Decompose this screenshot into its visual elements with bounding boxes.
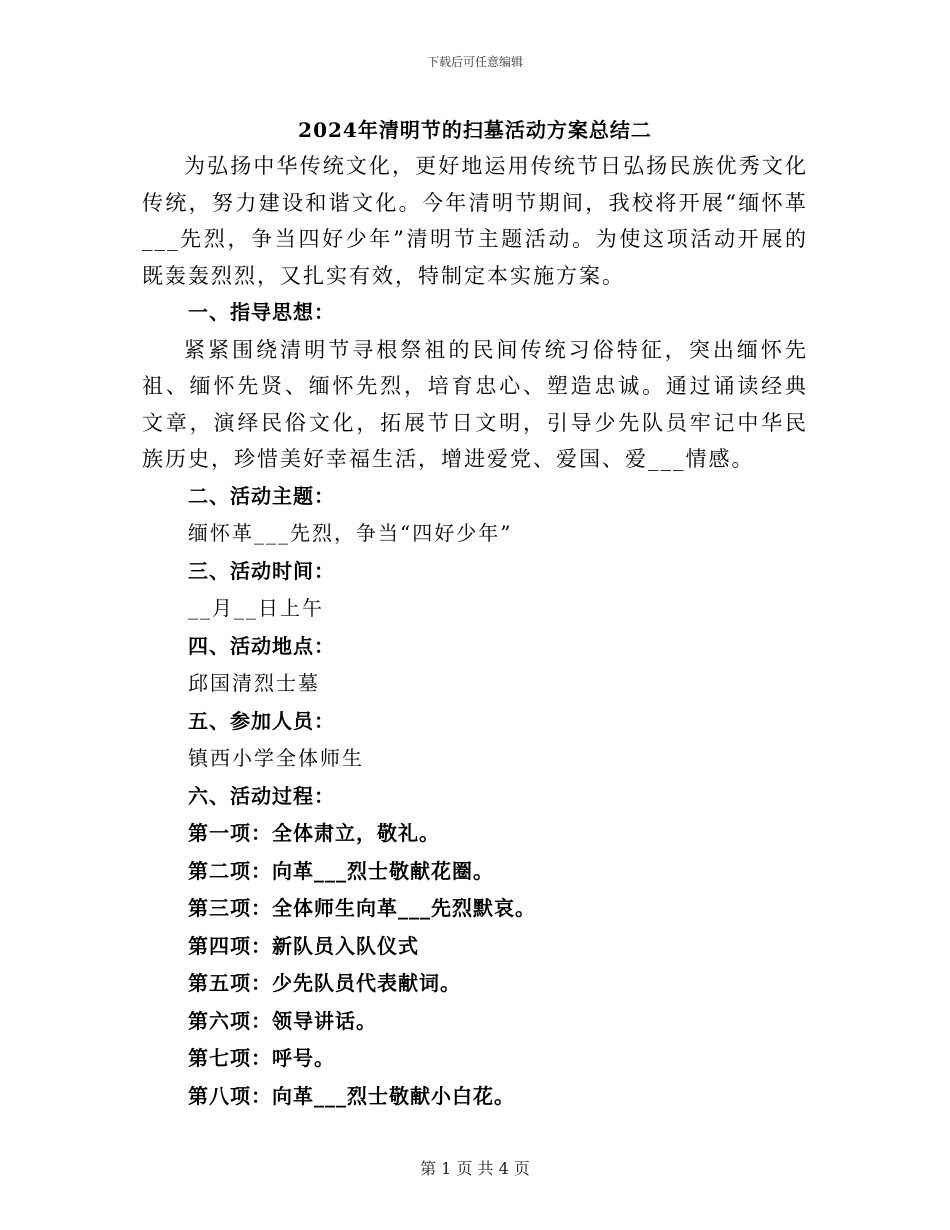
process-step: 第五项：少先队员代表献词。 xyxy=(188,971,461,995)
page-header-note: 下载后可任意编辑 xyxy=(426,55,523,69)
page-number-footer: 第 1 页 共 4 页 xyxy=(420,1159,530,1178)
document-title: 2024年清明节的扫墓活动方案总结二 xyxy=(298,118,652,142)
process-step: 第一项：全体肃立，敬礼。 xyxy=(188,821,440,845)
section-heading-process: 六、活动过程： xyxy=(188,783,335,808)
section-heading-guiding-ideology: 一、指导思想： xyxy=(188,300,335,324)
guiding-ideology-paragraph: 紧紧围绕清明节寻根祭祖的民间传统习俗特征，突出缅怀先祖、缅怀先贤、缅怀先烈，培育忠心、塑造忠诚。通过诵读经典文章，演绎民俗文化，拓展节日文明，引导少先队员牢记中华民族历史，珍惜美好幸福生活，增进爱党、爱国、爱___情感。 xyxy=(142,337,808,471)
process-step: 第七项：呼号。 xyxy=(188,1046,335,1070)
process-step: 第八项：向革___烈士敬献小白花。 xyxy=(188,1083,515,1108)
process-step: 第六项：领导讲话。 xyxy=(188,1008,377,1033)
section-heading-time: 三、活动时间： xyxy=(188,558,335,583)
process-step: 第三项：全体师生向革___先烈默哀。 xyxy=(188,896,536,920)
time-text: __月__日上午 xyxy=(188,596,324,620)
section-heading-theme: 二、活动主题： xyxy=(188,483,335,508)
process-step: 第二项：向革___烈士敬献花圈。 xyxy=(188,858,494,883)
theme-text: 缅怀革___先烈，争当“四好少年” xyxy=(188,521,513,545)
document-body xyxy=(142,148,808,1115)
intro-paragraph: 为弘扬中华传统文化，更好地运用传统节日弘扬民族优秀文化传统，努力建设和谐文化。今年清明节期间，我校将开展“缅怀革___先烈，争当四好少年”清明节主题活动。为使这项活动开展的既轰轰烈烈，又扎实有效，特制定本实施方案。 xyxy=(142,154,808,288)
section-heading-location: 四、活动地点： xyxy=(188,633,335,658)
participants-text: 镇西小学全体师生 xyxy=(188,746,364,770)
location-text: 邱国清烈士墓 xyxy=(188,671,320,695)
section-heading-participants: 五、参加人员： xyxy=(188,708,335,733)
process-step: 第四项：新队员入队仪式 xyxy=(188,933,419,958)
